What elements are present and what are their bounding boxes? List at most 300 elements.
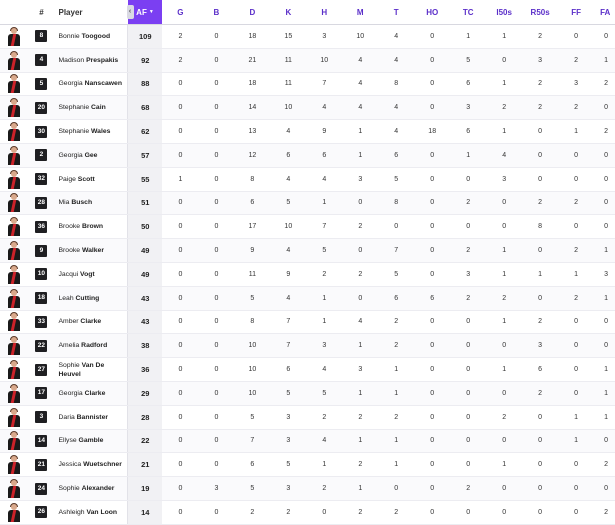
player-last-name: Walker <box>81 247 104 255</box>
stat-ff: 1 <box>558 405 594 429</box>
stat-m: 3 <box>342 358 378 382</box>
jersey-number: 32 <box>35 173 47 185</box>
player-name[interactable] <box>55 381 128 405</box>
stat-i50s: 1 <box>486 72 522 96</box>
stat-g: 0 <box>162 381 198 405</box>
player-avatar <box>7 360 21 379</box>
stat-h: 4 <box>306 96 342 120</box>
player-name[interactable] <box>55 72 128 96</box>
player-name[interactable] <box>55 167 128 191</box>
stat-d: 18 <box>234 72 270 96</box>
stat-d: 13 <box>234 120 270 144</box>
stat-ho: 18 <box>414 120 450 144</box>
af-value: 88 <box>128 72 163 96</box>
stat-t: 5 <box>378 167 414 191</box>
stat-b: 0 <box>198 167 234 191</box>
stat-k: 9 <box>270 262 306 286</box>
player-avatar <box>7 122 21 141</box>
stat-tc: 0 <box>450 381 486 405</box>
player-photo <box>0 239 28 263</box>
player-avatar <box>7 74 21 93</box>
player-first-name: Sophie <box>58 361 80 369</box>
table-row[interactable] <box>0 48 615 72</box>
stat-h: 1 <box>306 286 342 310</box>
stat-fa: 0 <box>594 167 615 191</box>
stat-b: 0 <box>198 405 234 429</box>
player-avatar <box>7 98 21 117</box>
stat-ff: 0 <box>558 167 594 191</box>
player-last-name: Nanscawen <box>84 80 122 88</box>
table-row[interactable] <box>0 191 615 215</box>
stat-k: 7 <box>270 310 306 334</box>
stat-tc: 2 <box>450 286 486 310</box>
stat-h: 4 <box>306 167 342 191</box>
stat-i50s: 1 <box>486 25 522 49</box>
stat-ff: 0 <box>558 310 594 334</box>
jersey-number: 3 <box>35 411 47 423</box>
table-row[interactable] <box>0 500 615 524</box>
stat-r50s: 0 <box>522 477 558 501</box>
stat-i50s: 2 <box>486 405 522 429</box>
af-value: 22 <box>128 429 163 453</box>
table-row[interactable] <box>0 381 615 405</box>
stat-g: 0 <box>162 143 198 167</box>
jersey-cell <box>28 405 54 429</box>
player-name[interactable] <box>55 239 128 263</box>
stat-i50s: 1 <box>486 453 522 477</box>
header-number[interactable]: # <box>28 0 54 25</box>
player-first-name: Bonnie <box>58 32 80 40</box>
stat-t: 1 <box>378 381 414 405</box>
stat-b: 0 <box>198 72 234 96</box>
player-name[interactable] <box>55 96 128 120</box>
stat-d: 17 <box>234 215 270 239</box>
stat-b: 0 <box>198 215 234 239</box>
stat-d: 9 <box>234 239 270 263</box>
stat-h: 2 <box>306 262 342 286</box>
stat-r50s: 0 <box>522 143 558 167</box>
stat-d: 5 <box>234 286 270 310</box>
table-row[interactable] <box>0 286 615 310</box>
stat-d: 21 <box>234 48 270 72</box>
stat-h: 6 <box>306 143 342 167</box>
stat-g: 0 <box>162 477 198 501</box>
stat-g: 0 <box>162 310 198 334</box>
stat-t: 2 <box>378 500 414 524</box>
stat-fa: 0 <box>594 334 615 358</box>
stat-g: 0 <box>162 72 198 96</box>
header-player[interactable]: Player <box>55 0 128 25</box>
player-name[interactable] <box>55 453 128 477</box>
stat-ff: 0 <box>558 358 594 382</box>
player-first-name: Brooke <box>58 247 81 255</box>
jersey-number: 2 <box>35 149 47 161</box>
jersey-cell <box>28 381 54 405</box>
stat-k: 4 <box>270 120 306 144</box>
stat-tc: 0 <box>450 334 486 358</box>
jersey-cell <box>28 477 54 501</box>
stat-ho: 0 <box>414 262 450 286</box>
jersey-number: 14 <box>35 435 47 447</box>
header-k[interactable]: K <box>270 0 306 25</box>
stat-g: 0 <box>162 358 198 382</box>
header-tc[interactable]: TC <box>450 0 486 25</box>
stat-ho: 0 <box>414 334 450 358</box>
stat-ff: 2 <box>558 48 594 72</box>
stat-fa: 0 <box>594 25 615 49</box>
table-row[interactable] <box>0 477 615 501</box>
table-row[interactable] <box>0 120 615 144</box>
stat-m: 2 <box>342 262 378 286</box>
player-photo <box>0 120 28 144</box>
stat-m: 0 <box>342 239 378 263</box>
stat-b: 0 <box>198 48 234 72</box>
stat-h: 2 <box>306 477 342 501</box>
stat-fa: 1 <box>594 405 615 429</box>
stat-ho: 0 <box>414 500 450 524</box>
table-row[interactable] <box>0 143 615 167</box>
table-row[interactable] <box>0 239 615 263</box>
header-b[interactable]: B <box>198 0 234 25</box>
stat-h: 4 <box>306 429 342 453</box>
stat-i50s: 0 <box>486 500 522 524</box>
table-row[interactable] <box>0 453 615 477</box>
player-last-name: Alexander <box>81 485 115 493</box>
jersey-number: 28 <box>35 197 47 209</box>
stat-tc: 0 <box>450 167 486 191</box>
stat-r50s: 0 <box>522 453 558 477</box>
table-row[interactable] <box>0 429 615 453</box>
player-name[interactable] <box>55 310 128 334</box>
player-name[interactable] <box>55 477 128 501</box>
stat-ho: 0 <box>414 143 450 167</box>
header-af-sorted[interactable] <box>128 0 163 25</box>
stat-ho: 0 <box>414 72 450 96</box>
stat-t: 6 <box>378 143 414 167</box>
player-name[interactable] <box>55 405 128 429</box>
stat-h: 10 <box>306 48 342 72</box>
stat-k: 3 <box>270 429 306 453</box>
table-row[interactable] <box>0 72 615 96</box>
stat-t: 1 <box>378 453 414 477</box>
player-avatar <box>7 336 21 355</box>
player-avatar <box>7 193 21 212</box>
table-row[interactable] <box>0 262 615 286</box>
table-row[interactable] <box>0 405 615 429</box>
stat-b: 0 <box>198 310 234 334</box>
stat-ho: 0 <box>414 48 450 72</box>
stat-r50s: 8 <box>522 215 558 239</box>
player-photo <box>0 310 28 334</box>
player-first-name: Georgia <box>58 80 83 88</box>
player-name[interactable] <box>55 262 128 286</box>
stat-b: 0 <box>198 381 234 405</box>
player-photo <box>0 381 28 405</box>
player-avatar <box>7 27 21 46</box>
stat-m: 4 <box>342 310 378 334</box>
jersey-number: 20 <box>35 102 47 114</box>
stat-ff: 3 <box>558 72 594 96</box>
af-value: 50 <box>128 215 163 239</box>
stat-ho: 0 <box>414 453 450 477</box>
stat-ff: 0 <box>558 334 594 358</box>
jersey-number: 8 <box>35 30 47 42</box>
stat-g: 0 <box>162 191 198 215</box>
jersey-cell <box>28 453 54 477</box>
stat-d: 8 <box>234 167 270 191</box>
jersey-number: 4 <box>35 54 47 66</box>
stat-i50s: 2 <box>486 286 522 310</box>
jersey-cell <box>28 191 54 215</box>
player-photo <box>0 143 28 167</box>
jersey-cell <box>28 286 54 310</box>
stat-h: 9 <box>306 120 342 144</box>
chevron-left-icon[interactable]: ‹ <box>127 5 134 19</box>
header-i50s[interactable]: I50s <box>486 0 522 25</box>
stat-m: 10 <box>342 25 378 49</box>
stat-fa: 3 <box>594 262 615 286</box>
player-name[interactable] <box>55 286 128 310</box>
stat-tc: 2 <box>450 191 486 215</box>
header-g[interactable]: G <box>162 0 198 25</box>
header-r50s[interactable]: R50s <box>522 0 558 25</box>
stat-tc: 2 <box>450 239 486 263</box>
af-value: 51 <box>128 191 163 215</box>
stat-g: 0 <box>162 239 198 263</box>
table-row[interactable] <box>0 215 615 239</box>
stat-ho: 0 <box>414 429 450 453</box>
stat-t: 4 <box>378 96 414 120</box>
player-avatar <box>7 265 21 284</box>
stat-i50s: 0 <box>486 215 522 239</box>
player-last-name: Busch <box>71 199 93 207</box>
player-last-name: Vogt <box>80 270 95 278</box>
stat-fa: 1 <box>594 239 615 263</box>
stat-k: 7 <box>270 334 306 358</box>
jersey-number: 17 <box>35 387 47 399</box>
stat-i50s: 2 <box>486 96 522 120</box>
header-t[interactable]: T <box>378 0 414 25</box>
player-name[interactable] <box>55 25 128 49</box>
stat-k: 11 <box>270 48 306 72</box>
stat-h: 1 <box>306 453 342 477</box>
stat-d: 5 <box>234 405 270 429</box>
player-avatar <box>7 431 21 450</box>
stat-k: 5 <box>270 381 306 405</box>
stat-fa: 2 <box>594 500 615 524</box>
player-name[interactable] <box>55 358 128 382</box>
player-name[interactable] <box>55 334 128 358</box>
header-m[interactable]: M <box>342 0 378 25</box>
player-first-name: Sophie <box>58 485 80 493</box>
stat-i50s: 1 <box>486 120 522 144</box>
stat-ho: 0 <box>414 358 450 382</box>
stat-r50s: 2 <box>522 72 558 96</box>
stat-r50s: 6 <box>522 358 558 382</box>
af-value: 36 <box>128 358 163 382</box>
header-h[interactable]: H <box>306 0 342 25</box>
player-name[interactable] <box>55 500 128 524</box>
jersey-cell <box>28 96 54 120</box>
stat-k: 6 <box>270 143 306 167</box>
header-d[interactable]: D <box>234 0 270 25</box>
af-value: 28 <box>128 405 163 429</box>
player-first-name: Stephanie <box>58 128 90 136</box>
jersey-cell <box>28 120 54 144</box>
af-value: 49 <box>128 262 163 286</box>
af-value: 49 <box>128 239 163 263</box>
stat-ff: 0 <box>558 477 594 501</box>
player-avatar <box>7 408 21 427</box>
stat-ff: 0 <box>558 453 594 477</box>
stat-g: 0 <box>162 286 198 310</box>
stat-h: 0 <box>306 500 342 524</box>
stat-b: 0 <box>198 286 234 310</box>
table-header <box>0 0 615 25</box>
table-row[interactable] <box>0 167 615 191</box>
table-row[interactable] <box>0 25 615 49</box>
stat-g: 2 <box>162 25 198 49</box>
jersey-number: 24 <box>35 483 47 495</box>
stat-ff: 0 <box>558 215 594 239</box>
stat-fa: 0 <box>594 143 615 167</box>
player-name[interactable] <box>55 120 128 144</box>
player-first-name: Jacqui <box>58 270 79 278</box>
stat-m: 1 <box>342 429 378 453</box>
stat-t: 0 <box>378 477 414 501</box>
player-last-name: Prespakis <box>86 56 119 64</box>
stat-t: 4 <box>378 25 414 49</box>
table-row[interactable] <box>0 96 615 120</box>
stat-m: 4 <box>342 72 378 96</box>
stat-g: 0 <box>162 405 198 429</box>
player-last-name: Wales <box>91 128 111 136</box>
player-first-name: Ashleigh <box>58 508 85 516</box>
header-ho[interactable]: HO <box>414 0 450 25</box>
stat-m: 0 <box>342 191 378 215</box>
jersey-cell <box>28 310 54 334</box>
stat-ho: 6 <box>414 286 450 310</box>
stat-r50s: 0 <box>522 167 558 191</box>
stat-i50s: 0 <box>486 429 522 453</box>
player-name[interactable] <box>55 48 128 72</box>
stat-k: 11 <box>270 72 306 96</box>
stat-b: 3 <box>198 477 234 501</box>
header-ff[interactable]: FF <box>558 0 594 25</box>
stat-m: 1 <box>342 120 378 144</box>
player-last-name: Radford <box>81 342 108 350</box>
stat-i50s: 1 <box>486 262 522 286</box>
player-avatar <box>7 503 21 522</box>
stat-t: 4 <box>378 120 414 144</box>
stat-fa: 0 <box>594 96 615 120</box>
player-last-name: Gee <box>84 151 98 159</box>
stat-ho: 0 <box>414 25 450 49</box>
stat-fa: 1 <box>594 286 615 310</box>
stat-b: 0 <box>198 500 234 524</box>
jersey-cell <box>28 429 54 453</box>
stat-m: 2 <box>342 453 378 477</box>
table-row[interactable] <box>0 358 615 382</box>
player-name[interactable] <box>55 191 128 215</box>
af-value: 21 <box>128 453 163 477</box>
player-last-name: Cutting <box>75 294 100 302</box>
player-photo <box>0 262 28 286</box>
stat-b: 0 <box>198 96 234 120</box>
player-first-name: Georgia <box>58 151 83 159</box>
stat-ff: 0 <box>558 25 594 49</box>
player-avatar <box>7 241 21 260</box>
player-first-name: Ellyse <box>58 437 77 445</box>
player-first-name: Madison <box>58 56 85 64</box>
stat-k: 4 <box>270 286 306 310</box>
stat-m: 1 <box>342 334 378 358</box>
stat-d: 2 <box>234 500 270 524</box>
stat-m: 3 <box>342 167 378 191</box>
stat-g: 0 <box>162 334 198 358</box>
stat-ho: 0 <box>414 477 450 501</box>
player-photo <box>0 500 28 524</box>
player-avatar <box>7 146 21 165</box>
stat-r50s: 2 <box>522 310 558 334</box>
stat-m: 4 <box>342 48 378 72</box>
stat-tc: 0 <box>450 453 486 477</box>
stat-h: 3 <box>306 25 342 49</box>
jersey-cell <box>28 167 54 191</box>
stat-g: 0 <box>162 262 198 286</box>
stat-d: 12 <box>234 143 270 167</box>
player-avatar <box>7 170 21 189</box>
stat-b: 0 <box>198 191 234 215</box>
stat-m: 2 <box>342 500 378 524</box>
stat-t: 4 <box>378 48 414 72</box>
stat-r50s: 0 <box>522 429 558 453</box>
stat-r50s: 2 <box>522 381 558 405</box>
stat-tc: 3 <box>450 262 486 286</box>
jersey-number: 27 <box>35 364 47 376</box>
player-name[interactable] <box>55 215 128 239</box>
stat-i50s: 3 <box>486 167 522 191</box>
stat-tc: 0 <box>450 405 486 429</box>
player-photo <box>0 72 28 96</box>
stat-fa: 0 <box>594 429 615 453</box>
player-photo <box>0 215 28 239</box>
stat-ho: 0 <box>414 167 450 191</box>
table-row[interactable] <box>0 310 615 334</box>
af-value: 55 <box>128 167 163 191</box>
af-value: 19 <box>128 477 163 501</box>
player-name[interactable] <box>55 143 128 167</box>
player-last-name: Van Loon <box>86 508 118 516</box>
stat-i50s: 0 <box>486 48 522 72</box>
player-avatar <box>7 455 21 474</box>
stat-ho: 0 <box>414 239 450 263</box>
stat-fa: 0 <box>594 215 615 239</box>
stat-i50s: 0 <box>486 334 522 358</box>
table-row[interactable] <box>0 334 615 358</box>
player-last-name: Toogood <box>81 32 111 40</box>
stat-d: 5 <box>234 477 270 501</box>
stat-m: 1 <box>342 381 378 405</box>
af-value: 68 <box>128 96 163 120</box>
stat-b: 0 <box>198 239 234 263</box>
stat-d: 11 <box>234 262 270 286</box>
player-name[interactable] <box>55 429 128 453</box>
player-avatar <box>7 312 21 331</box>
stat-b: 0 <box>198 25 234 49</box>
header-fa[interactable]: FA <box>594 0 615 25</box>
stat-tc: 6 <box>450 72 486 96</box>
